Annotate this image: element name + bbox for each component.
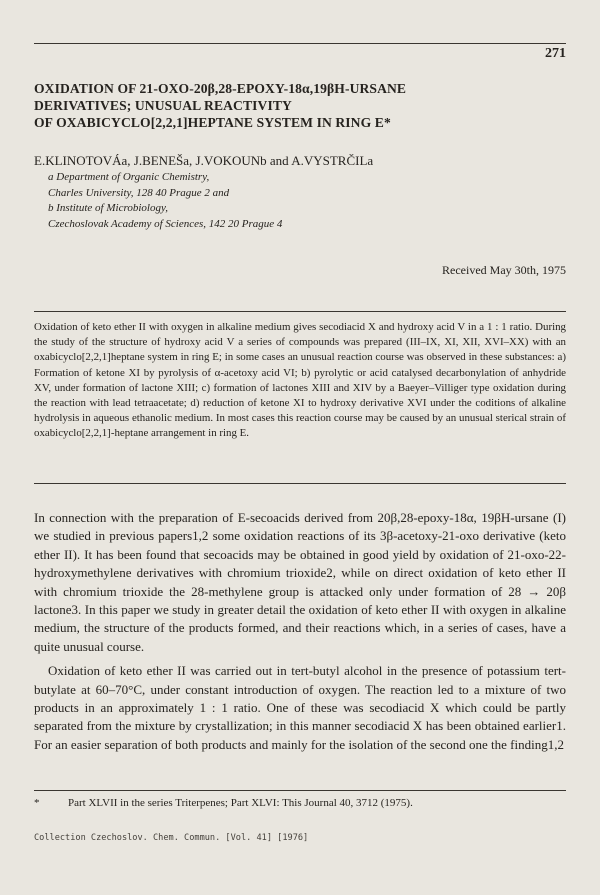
- affiliation-line: a Department of Organic Chemistry,: [48, 171, 210, 183]
- title-line: DERIVATIVES; UNUSUAL REACTIVITY: [34, 98, 292, 113]
- author-list: E.KLINOTOVÁa, J.BENEŠa, J.VOKOUNb and A.VYSTRČILa: [34, 153, 374, 168]
- affiliation-line: b Institute of Microbiology,: [48, 202, 168, 214]
- abstract-bottom-rule: [34, 483, 566, 484]
- body-paragraph: Oxidation of keto ether II was carried out in tert-butyl alcohol in the presence of potassium tert-butylate at 60–70°C, under constant introduction of oxygen. The reaction led to a mixture of two products in an approximately 1 : 1 ratio. One of these was secodiacid X which could be partly separated from the mixture by crystallization; in this manner secodiacid X has been obtained earlier1. For an easier separation of both products and mainly for the isolation of the second one the finding1,2: [34, 663, 566, 752]
- footnote-text: Part XLVII in the series Triterpenes; Part XLVI: This Journal 40, 3712 (1975).: [68, 797, 413, 809]
- body-text: [34, 509, 566, 754]
- footnote: [34, 797, 413, 809]
- abstract-top-rule: [34, 311, 566, 312]
- header-rule: [34, 43, 566, 44]
- affiliation-line: Czechoslovak Academy of Sciences, 142 20 Prague 4: [48, 217, 283, 230]
- received-date: Received May 30th, 1975: [442, 263, 566, 277]
- footnote-mark: *: [34, 797, 40, 809]
- title-line: OXIDATION OF 21-OXO-20β,28-EPOXY-18α,19βH-URSANE: [34, 81, 407, 96]
- affiliations: [48, 170, 282, 232]
- article-title: [34, 80, 574, 131]
- abstract: Oxidation of keto ether II with oxygen in alkaline medium gives secodiacid X and hydroxy acid V in a 1 : 1 ratio. During the study of the structure of hydroxy acid V a series of compounds was prepared (III–IX, XI, XII, XVI–XX) with an oxabicyclo[2,2,1]heptane system in ring E; in some cases an unusual reaction course was observed in these substances: a) Formation of ketone XI by pyrolysis of α-acetoxy acid VI; b) pyrolytic or acid catalysed decarbonylation of anhydride XV, under formation of lactone XIII; c) formation of lactones XIII and XIV by a Baeyer–Villiger type oxidation during the reaction with lead tetraacetate; d) reduction of ketone XI to hydroxy derivative XVI under the coditions of alkaline hydrolysis in aqueous ethanolic medium. In most cases this reaction course may be caused by an unusual sterical strain of oxabicyclo[2,2,1]-heptane arrangement in ring E.: [34, 321, 566, 440]
- page-number: 271: [545, 46, 566, 61]
- title-line: OF OXABICYCLO[2,2,1]HEPTANE SYSTEM IN RING E*: [34, 115, 391, 130]
- body-paragraph: In connection with the preparation of E-secoacids derived from 20β,28-epoxy-18α, 19βH-ursane (I) we studied in previous papers1,2 some oxidation reactions of its 3β-acetoxy-21-oxo derivative (keto ether II). It has been found that secoacids may be obtained in good yield by oxidation of 21-oxo-22-hydroxymethylene derivatives with chromium trioxide2, while on direct oxidation of keto ether II with chromium trioxide the 28-methylene group is attacked only under formation of 28 → 20β lactone3. In this paper we study in greater detail the oxidation of keto ether II with oxygen in alkaline medium, the structure of the products formed, and their reactions which, in a series of cases, have a quite unusual course.: [34, 510, 566, 654]
- footnote-rule: [34, 790, 566, 791]
- affiliation-line: Charles University, 128 40 Prague 2 and: [48, 186, 230, 199]
- journal-citation: Collection Czechoslov. Chem. Commun. [Vol. 41] [1976]: [34, 833, 309, 843]
